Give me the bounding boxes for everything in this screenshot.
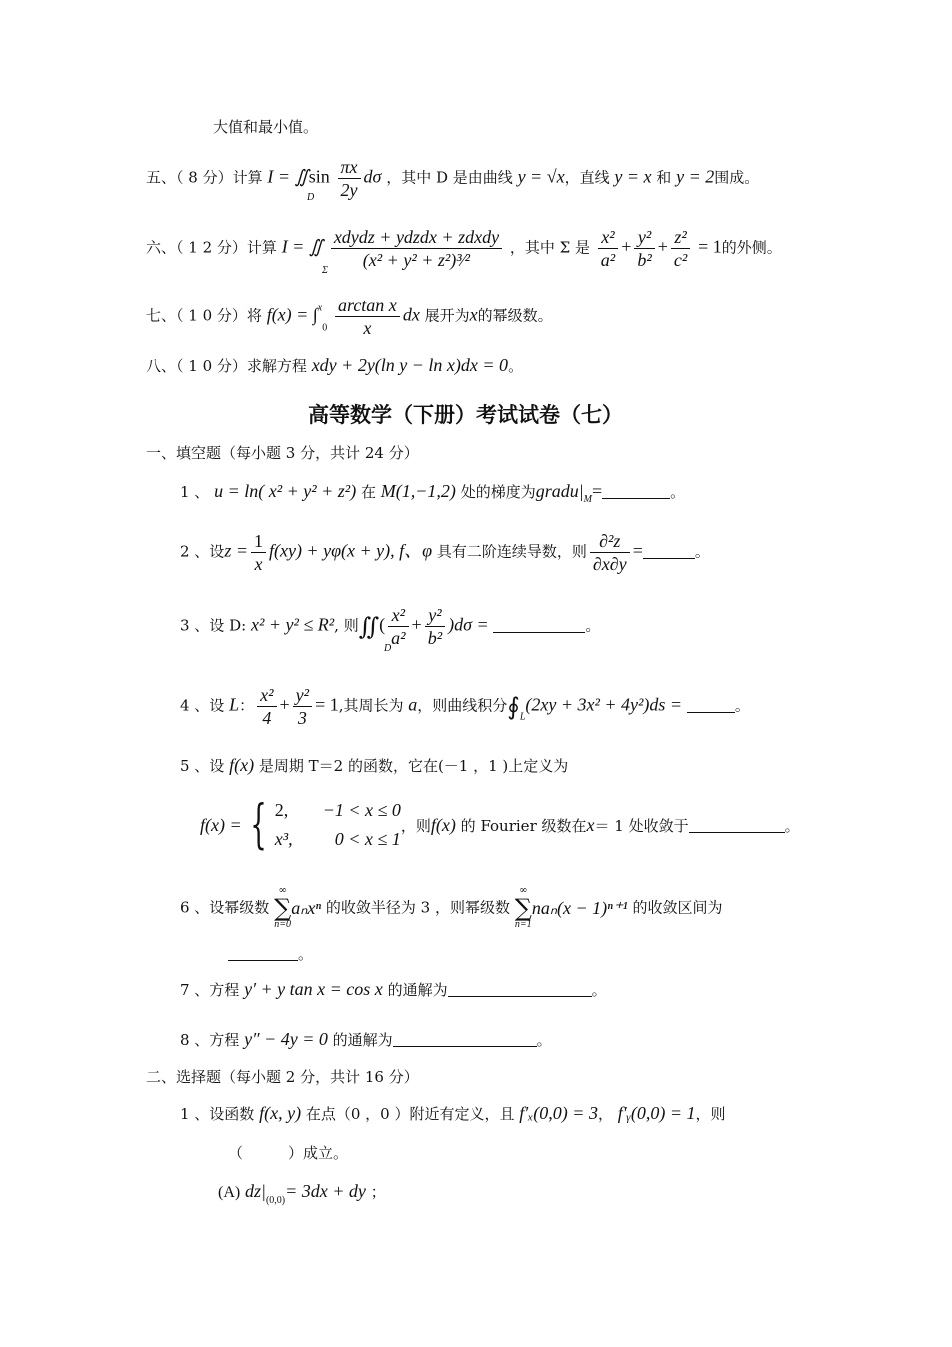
- case-2-value: x³,: [274, 829, 293, 849]
- case-1-value: 2,: [274, 800, 289, 820]
- series-2-term: naₙ(x − 1)ⁿ⁺¹: [531, 898, 628, 918]
- item-6-answer-line: [228, 946, 313, 962]
- item-4-eq: = 1: [315, 694, 339, 715]
- item-5-blank[interactable]: [689, 818, 785, 833]
- item-1-num: 1 、: [180, 483, 210, 501]
- item-2-end: 。: [694, 542, 710, 561]
- item-4-oint: ∮: [507, 692, 520, 721]
- fill-item-8: [180, 1030, 552, 1048]
- item-8-text: 的通解为: [332, 1031, 393, 1049]
- item-2-eq: =: [632, 540, 643, 561]
- item-3-frac-x: $\frac{\text{x²}}{\text{a²}}$: [388, 606, 408, 647]
- problem-6-mid: ，其中 Σ 是: [509, 238, 590, 257]
- item-3-frac-y: $\frac{\text{y²}}{\text{b²}}$: [425, 606, 445, 647]
- item-4-num: 4 、设: [180, 696, 225, 715]
- item-4-sub: L: [519, 711, 526, 723]
- fill-item-1: [180, 482, 685, 505]
- fill-item-5: [180, 756, 568, 774]
- item-3-then: , 则: [334, 616, 359, 635]
- item-3-integral: ∬: [358, 612, 380, 641]
- problem-6-eq: = 1: [698, 236, 722, 257]
- section-2-heading: 二、选择题（每小题 2 分，共计 16 分）: [146, 1068, 419, 1086]
- item-3-sub: D: [384, 643, 392, 654]
- item-8-num: 8 、方程: [180, 1031, 240, 1049]
- choice-1-fx: f′ₓ(0,0) = 3: [519, 1103, 598, 1123]
- option-a-end: ；: [370, 1183, 386, 1201]
- item-1-at: 在: [360, 483, 376, 501]
- problem-5-integral: I = ∬: [267, 166, 309, 187]
- fill-item-4: [180, 686, 750, 727]
- item-2-expr: f(xy) + yφ(x + y), f、φ: [268, 540, 433, 561]
- item-7-num: 7 、方程: [180, 981, 240, 999]
- ellipsoid-z: $\frac{\text{z²}}{\text{c²}}$: [671, 228, 690, 269]
- problem-5-line: y = x: [614, 166, 652, 187]
- problem-5-sin: sin: [308, 166, 330, 187]
- item-4-plus: +: [279, 694, 290, 715]
- piecewise-lhs: f(x) =: [200, 815, 242, 835]
- item-2-frac: $\frac{1}{x}$: [251, 532, 266, 573]
- choice-1-func: f(x, y): [259, 1103, 302, 1123]
- item-4-frac-x: $\frac{\text{x²}}{4}$: [257, 686, 276, 727]
- item-1-blank[interactable]: [602, 484, 670, 499]
- choice-1-blank-line: （ ）成立。: [228, 1144, 349, 1162]
- problem-5-mid: ，其中 D 是由曲线: [386, 168, 513, 187]
- problem-7-lower: 0: [322, 322, 328, 334]
- item-1-grad: gradu|: [535, 481, 584, 501]
- problem-7-upper: x: [317, 302, 323, 314]
- item-7-equation: y′ + y tan x = cos x: [244, 979, 383, 999]
- problem-8: [146, 356, 523, 374]
- item-3-paren: (: [379, 614, 386, 635]
- item-3-tail: )dσ =: [448, 614, 489, 635]
- problem-8-prefix: 八、（ 1 0 分）求解方程: [146, 357, 307, 375]
- choice-1-end: ，则: [695, 1105, 726, 1123]
- item-7-end: 。: [591, 981, 607, 999]
- item-8-equation: y″ − 4y = 0: [244, 1029, 328, 1049]
- choice-1-text: 在点（0 ，0 ）附近有定义，且: [305, 1105, 515, 1123]
- problem-7: [146, 296, 553, 337]
- item-4-a: a: [408, 694, 418, 715]
- problem-8-equation: xdy + 2y(ln y − ln x)dx = 0: [311, 355, 509, 375]
- option-a-dz: dz|: [245, 1181, 266, 1201]
- item-3-blank[interactable]: [493, 618, 585, 633]
- item-7-text: 的通解为: [387, 981, 448, 999]
- item-1-text: 处的梯度为: [460, 483, 536, 501]
- item-2-z: z =: [224, 540, 248, 561]
- item-8-end: 。: [536, 1031, 552, 1049]
- series-1-term: aₙxⁿ: [291, 898, 322, 918]
- problem-5-and: 和: [656, 168, 672, 187]
- item-1-func: u = ln( x² + y² + z²): [214, 481, 357, 501]
- problem-7-fraction: $\frac{\text{arctan x}}{x}$: [335, 296, 400, 337]
- problem-6-integral: I = ∬: [281, 236, 324, 257]
- piecewise-then: ，则: [400, 817, 431, 835]
- item-2-blank[interactable]: [643, 544, 695, 559]
- choice-1-option-a[interactable]: [218, 1182, 386, 1206]
- problem-5-prefix: 五、（ 8 分）计算: [146, 168, 263, 187]
- continued-text: 大值和最小值。: [213, 118, 319, 136]
- case-2-range: 0 < x ≤ 1: [334, 829, 401, 849]
- item-5-num: 5 、设: [180, 757, 225, 775]
- series-1-sum: ∞ ∑ n=0: [274, 885, 292, 930]
- item-5-text: 是周期 T＝2 的函数，它在(－1 ，1 )上定义为: [258, 757, 569, 775]
- problem-6-fraction: $\frac{\text{xdydz + ydzdx + zdxdy}}{\text{(x² + y² + z²)³⁄²}}$: [331, 228, 502, 269]
- problem-6-end: 的外侧。: [721, 238, 782, 257]
- option-a-label: (A): [218, 1184, 241, 1201]
- choice-1-fy: f′ᵧ(0,0) = 1: [617, 1103, 696, 1123]
- fill-item-7: [180, 980, 607, 998]
- item-1-point: M(1,−1,2): [380, 481, 456, 501]
- piecewise-text2: ＝ 1 处收敛于: [594, 817, 689, 835]
- exam-title: 高等数学（下册）考试试卷（七）: [308, 403, 623, 427]
- problem-7-end: 的幂级数。: [477, 306, 553, 325]
- fill-item-2: [180, 532, 710, 573]
- ellipsoid-x: $\frac{\text{x²}}{\text{a²}}$: [598, 228, 618, 269]
- item-4-colon: ：: [239, 696, 255, 715]
- case-1-range: −1 < x ≤ 0: [322, 800, 401, 820]
- item-3-num: 3 、设 D:: [180, 616, 247, 635]
- option-a-sub: (0,0): [265, 1195, 286, 1206]
- piecewise-brace: {: [249, 795, 267, 855]
- section-1-heading: 一、填空题（每小题 3 分，共计 24 分）: [146, 444, 419, 462]
- problem-5-domain: D: [307, 192, 315, 203]
- problem-6-prefix: 六、（ 1 2 分）计算: [146, 238, 277, 257]
- fill-item-3: [180, 606, 600, 647]
- item-6-text: 的收敛半径为 3 ，则幂级数: [325, 898, 510, 917]
- item-1-end: 。: [670, 483, 686, 501]
- piecewise-f: f(x): [430, 815, 456, 835]
- problem-7-dx: dx: [402, 304, 420, 325]
- problem-5-sep: ，直线: [564, 168, 610, 187]
- item-7-blank[interactable]: [448, 982, 592, 997]
- item-4-end: 。: [734, 696, 750, 715]
- ellipsoid-y: $\frac{\text{y²}}{\text{b²}}$: [634, 228, 654, 269]
- item-6-end: 。: [298, 945, 314, 963]
- item-8-blank[interactable]: [393, 1032, 537, 1047]
- item-2-text: 具有二阶连续导数，则: [436, 542, 587, 561]
- problem-5: [146, 158, 759, 199]
- series-2-sum: ∞ ∑ n=1: [514, 885, 532, 930]
- item-1-sub: M: [583, 494, 593, 505]
- item-5-f: f(x): [229, 755, 255, 775]
- fill-item-6: [180, 886, 723, 930]
- problem-5-bound: y = 2: [676, 166, 715, 187]
- problem-6: 六、（ 1 2 分）计算 I = ∬ $\frac{\text{xdydz + ydzdx + zdxdy}}{\text{(x² + y² + z²)³⁄²}}$ ，其中 Σ 是 $\frac{\text{x²}}{\text{a²}}$ + $\frac{\text{y²}}{\text{b²}}$ + $\frac{\text{z²}}{\text{c²}}$ = 1的外侧。: [146, 227, 782, 270]
- problem-5-curve: y = √x: [517, 166, 565, 187]
- problem-7-text: 展开为: [424, 306, 470, 325]
- choice-item-1: [180, 1104, 726, 1122]
- item-2-num: 2 、设: [180, 542, 225, 561]
- item-6-blank[interactable]: [228, 946, 298, 961]
- piecewise-text: 的 Fourier 级数在: [460, 817, 587, 835]
- item-4-text: ,其周长为: [338, 696, 404, 715]
- problem-5-dsigma: dσ: [363, 166, 382, 187]
- item-1-eq: =: [592, 481, 603, 501]
- item-2-derivative: $\frac{\text{∂²z}}{\partial x\partial y}$: [590, 532, 630, 573]
- piecewise-x: x: [586, 815, 595, 835]
- item-4-expr: (2xy + 3x² + 4y²)ds =: [525, 694, 683, 715]
- item-4-frac-y: $\frac{\text{y²}}{3}$: [293, 686, 312, 727]
- piecewise: [200, 796, 800, 854]
- item-3-plus: +: [411, 614, 422, 635]
- item-6-text2: 的收敛区间为: [632, 898, 723, 917]
- item-4-text2: ，则曲线积分: [417, 696, 508, 715]
- choice-1-sep: ，: [597, 1105, 613, 1123]
- option-a-expr: = 3dx + dy: [285, 1181, 366, 1201]
- problem-5-fraction: $\frac{\pi x}{2y}$: [338, 158, 361, 199]
- item-6-num: 6 、设幂级数: [180, 898, 270, 917]
- item-5-end: 。: [784, 817, 800, 835]
- problem-6-surface: Σ: [322, 265, 328, 276]
- item-3-domain: x² + y² ≤ R²: [250, 614, 335, 635]
- item-4-L: L: [229, 694, 240, 715]
- item-4-blank[interactable]: [687, 698, 735, 713]
- problem-7-lhs: f(x) = ∫: [266, 304, 318, 325]
- problem-8-end: 。: [508, 357, 524, 375]
- problem-7-var: x: [469, 304, 478, 325]
- problem-5-end: 围成。: [714, 168, 760, 187]
- choice-1-num: 1 、设函数: [180, 1105, 255, 1123]
- item-3-end: 。: [585, 616, 601, 635]
- problem-7-prefix: 七、（ 1 0 分）将: [146, 306, 262, 325]
- piecewise-cases: [275, 796, 401, 854]
